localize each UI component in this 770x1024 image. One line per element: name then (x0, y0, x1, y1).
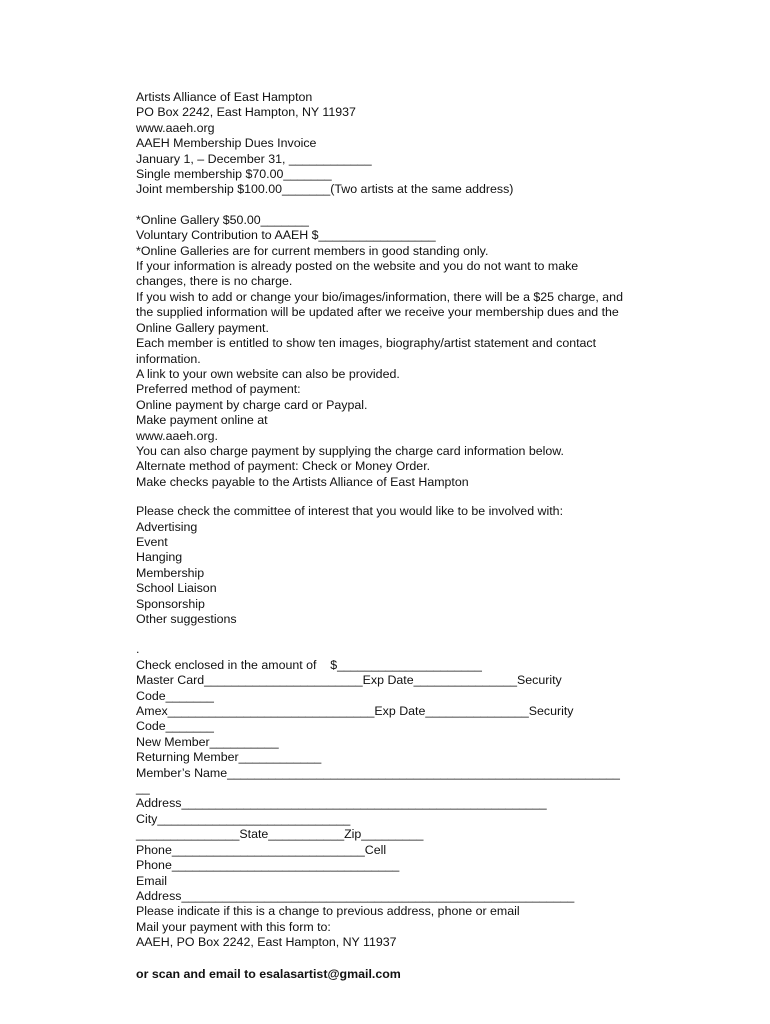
entitlement-note: Each member is entitled to show ten images, biography/artist statement and contact (136, 336, 597, 351)
gallery-note: *Online Galleries are for current members in good standing only. (136, 243, 489, 258)
website-text: www.aaeh.org (136, 120, 215, 135)
po-box: PO Box 2242, East Hampton, NY 11937 (136, 105, 356, 120)
alternate-payment: Alternate method of payment: Check or Money Order. (136, 459, 431, 474)
committee-item: Advertising (136, 519, 198, 534)
committee-item: Other suggestions (136, 612, 237, 626)
mail-instructions: Mail your payment with this form to: (136, 919, 331, 934)
email-address-field: Address_________________________________________________________ (136, 888, 575, 903)
phone-field: Phone_________________________________ (136, 858, 400, 873)
committee-item: Membership (136, 565, 205, 580)
charge-note: If you wish to add or change your bio/images/information, there will be a $25 charge, and (136, 289, 623, 304)
committee-intro: Please check the committee of interest that you would like to be involved with: (136, 504, 564, 519)
new-member-field: New Member__________ (136, 734, 279, 749)
phone-cell-field: Phone____________________________Cell (136, 842, 387, 857)
entitlement-note-cont: information. (136, 351, 201, 366)
committee-item: Hanging (136, 550, 183, 565)
member-name-field-cont: __ (136, 781, 150, 796)
committee-item: Event (136, 534, 168, 549)
city-field: City____________________________ (136, 811, 351, 826)
checks-payable: Make checks payable to the Artists Alliance of East Hampton (136, 474, 469, 489)
make-payment: Make payment online at (136, 413, 268, 428)
voluntary-contribution: Voluntary Contribution to AAEH $_________________ (136, 228, 436, 243)
online-payment: Online payment by charge card or Paypal. (136, 397, 368, 412)
mastercard-field: Master Card_______________________Exp Date_______________Security (136, 673, 562, 688)
mastercard-code-field: Code_______ (136, 688, 214, 703)
scan-email-note: or scan and email to esalasartist@gmail.com (136, 966, 401, 981)
date-range: January 1, – December 31, ____________ (136, 151, 372, 166)
state-zip-field: _______________State___________Zip_________ (136, 827, 424, 842)
invoice-title: AAEH Membership Dues Invoice (136, 136, 317, 151)
member-name-field: Member’s Name_________________________________________________________ (136, 765, 620, 780)
payment-website: www.aaeh.org. (136, 428, 218, 443)
amex-code-field: Code_______ (136, 719, 214, 734)
link-note: A link to your own website can also be provided. (136, 366, 400, 381)
returning-member-field: Returning Member____________ (136, 750, 322, 765)
joint-membership: Joint membership $100.00_______(Two artists at the same address) (136, 182, 514, 197)
invoice-document (136, 90, 636, 982)
charge-card-note: You can also charge payment by supplying the charge card information below. (136, 443, 564, 458)
charge-note-cont: the supplied information will be updated after we receive your membership dues and the (136, 305, 619, 320)
address-field: Address_____________________________________________________ (136, 796, 547, 811)
org-name: Artists Alliance of East Hampton (136, 90, 313, 104)
change-indicator-note: Please indicate if this is a change to previous address, phone or email (136, 904, 520, 919)
amex-field: Amex______________________________Exp Date_______________Security (136, 704, 574, 719)
single-membership: Single membership $70.00_______ (136, 167, 332, 182)
committee-item: School Liaison (136, 581, 217, 596)
no-charge-note: If your information is already posted on the website and you do not want to make (136, 259, 579, 274)
mail-address: AAEH, PO Box 2242, East Hampton, NY 11937 (136, 935, 397, 950)
separator-dot: . (136, 642, 140, 657)
email-label: Email (136, 873, 167, 888)
charge-note-end: Online Gallery payment. (136, 320, 269, 335)
online-gallery: *Online Gallery $50.00_______ (136, 212, 309, 227)
committee-item: Sponsorship (136, 596, 205, 611)
no-charge-note-cont: changes, there is no charge. (136, 274, 293, 289)
check-amount-field: Check enclosed in the amount of $_____________________ (136, 657, 482, 672)
preferred-payment: Preferred method of payment: (136, 382, 301, 397)
